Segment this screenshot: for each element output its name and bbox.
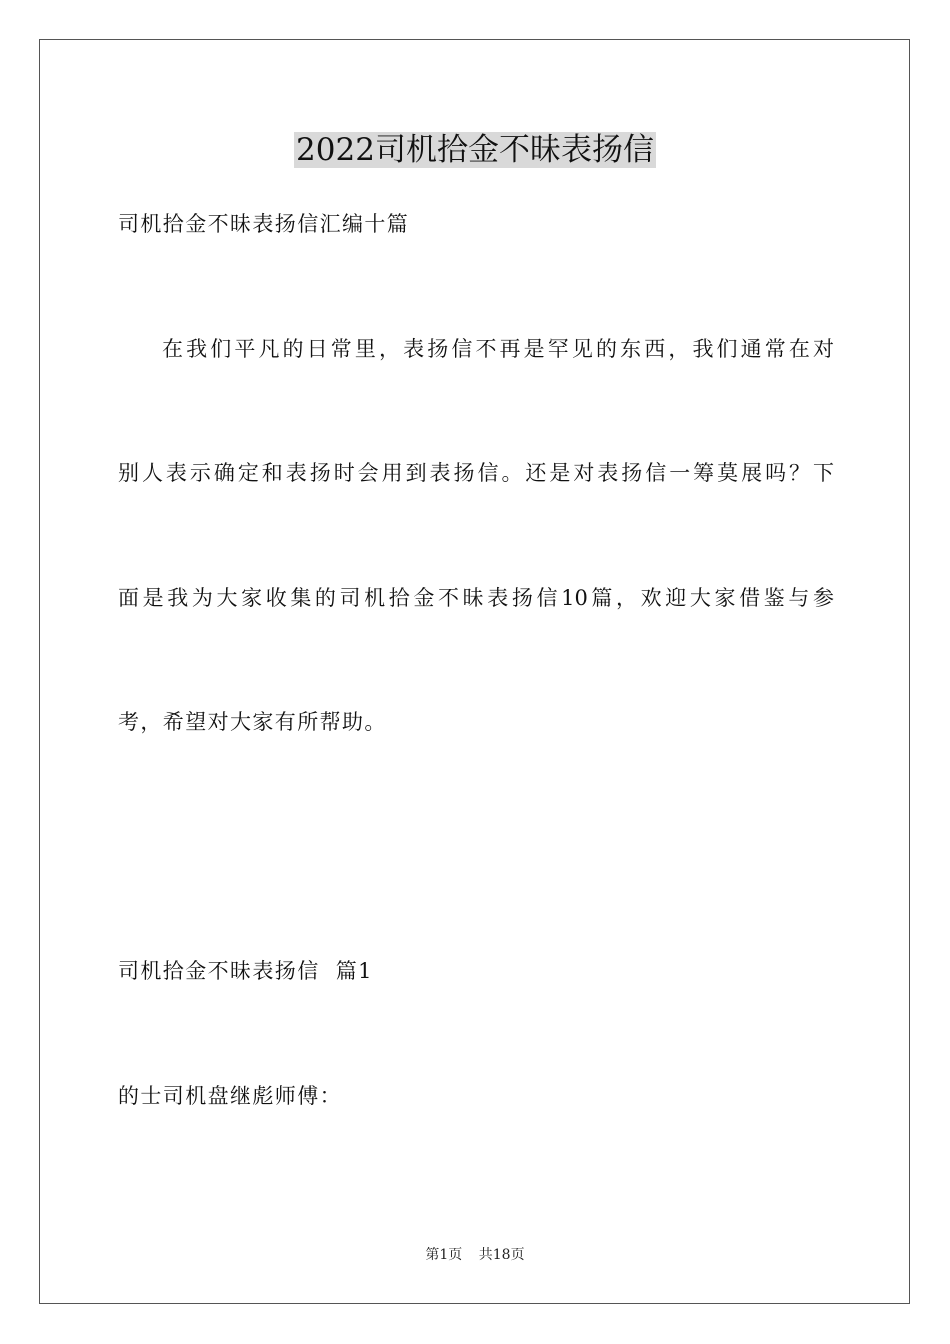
document-subtitle: 司机拾金不昧表扬信汇编十篇 — [118, 212, 410, 236]
intro-line-1: 在我们平凡的日常里，表扬信不再是罕见的东西，我们通常在对 — [162, 337, 834, 361]
page-total: 共18页 — [478, 1247, 525, 1263]
letter-salutation: 的士司机盘继彪师傅： — [118, 1084, 342, 1108]
section-heading: 司机拾金不昧表扬信 篇1 — [118, 959, 373, 983]
intro-line-4: 考，希望对大家有所帮助。 — [118, 710, 387, 734]
intro-line-2: 别人表示确定和表扬时会用到表扬信。还是对表扬信一筹莫展吗？下 — [118, 461, 834, 485]
page-footer — [0, 1245, 950, 1265]
intro-line-3: 面是我为大家收集的司机拾金不昧表扬信10篇，欢迎大家借鉴与参 — [118, 586, 834, 610]
document-title-text: 2022司机拾金不昧表扬信 — [296, 132, 654, 168]
document-title — [0, 128, 950, 172]
page-number: 第1页 — [425, 1247, 463, 1263]
